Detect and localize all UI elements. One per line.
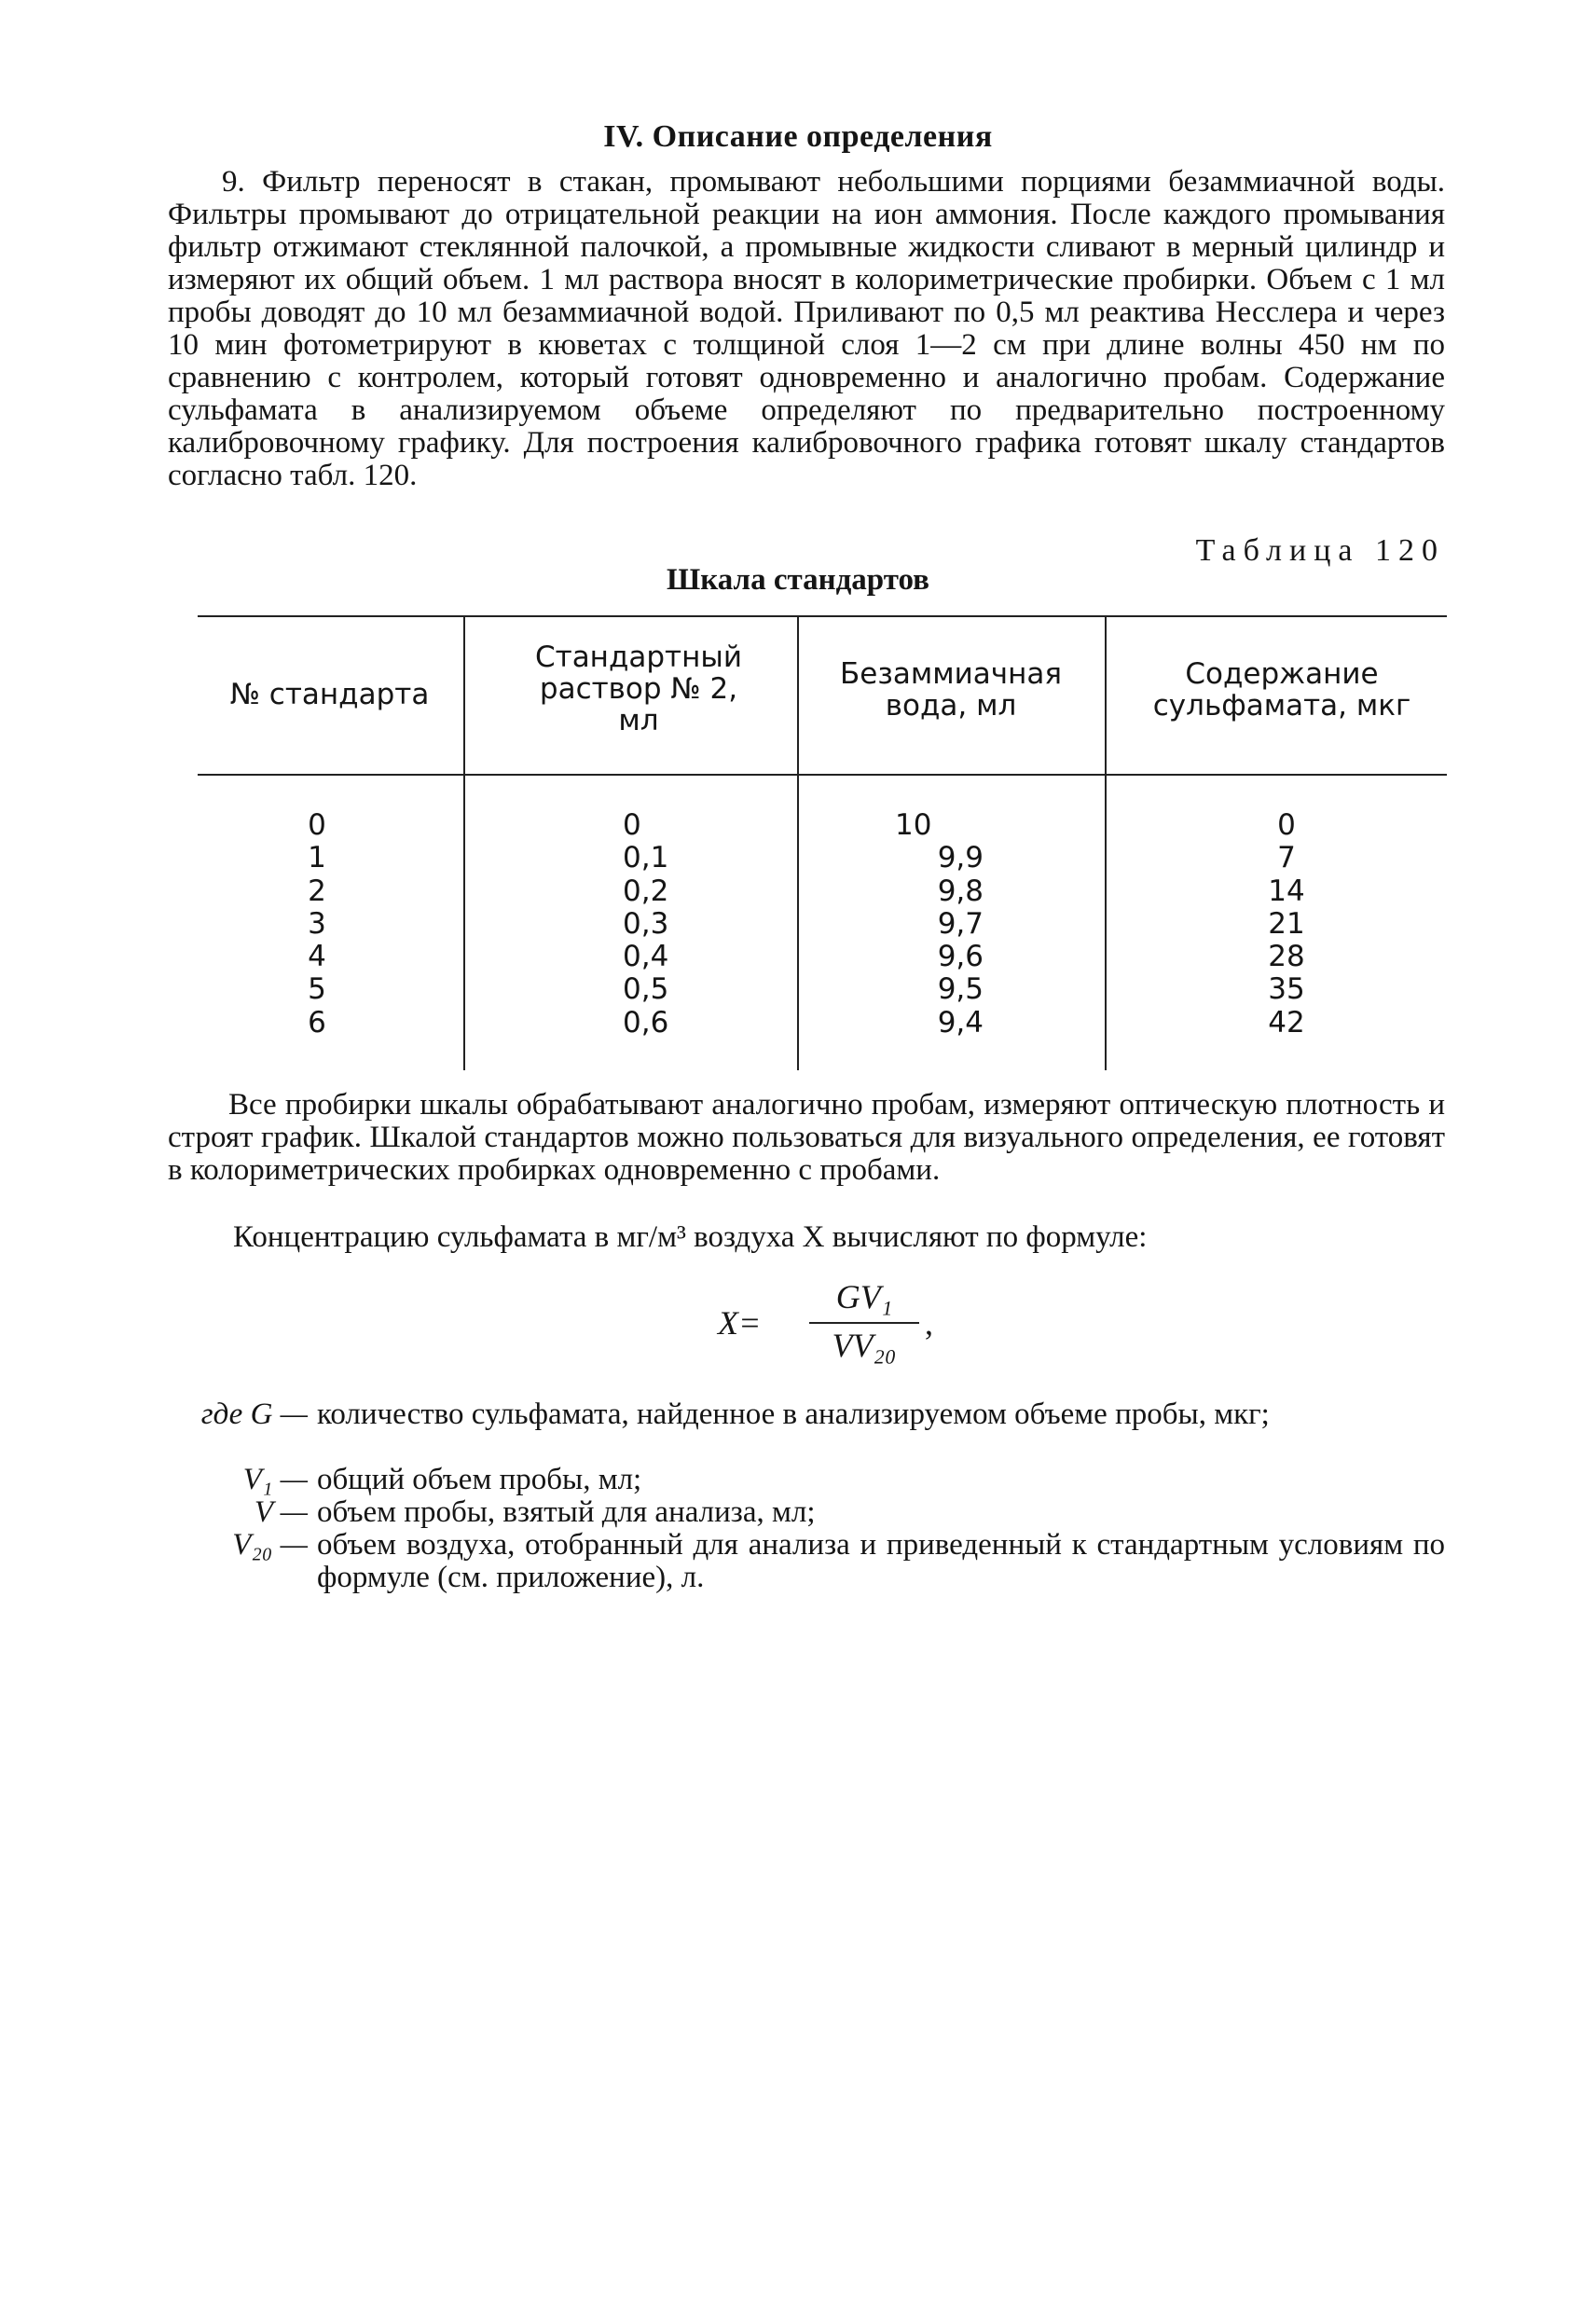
formula-comma: ,: [925, 1304, 933, 1342]
header-water-ml: Безаммиачная вода, мл: [840, 657, 1062, 723]
table-cell: 9,7: [937, 906, 984, 941]
column-divider: [1105, 617, 1107, 1070]
table-cell: 2: [308, 874, 326, 908]
formula-numerator: GV₁: [835, 1278, 893, 1315]
column-divider: [463, 617, 465, 1070]
legend-text: объем воздуха, отобранный для анализа и приведенный к стандартным условиям по формуле (см. приложение), л.: [317, 1528, 1445, 1594]
table-cell: 0: [308, 808, 326, 842]
table-header-rule: [198, 774, 1447, 776]
table-cell: 9,6: [937, 940, 984, 974]
paragraph-scale-usage: Все пробирки шкалы обрабатывают аналогично пробам, измеряют оптическую плотность и строят график. Шкалой стандартов можно пользоваться для визуального определения, ее готовят в колориметрических пробирках одновременно с пробами.: [168, 1088, 1445, 1187]
column-sulfamate-mkg: [1249, 809, 1324, 1039]
table-cell: 0,2: [623, 874, 669, 908]
table-cell: 21: [1268, 906, 1305, 941]
table-cell: 0,1: [623, 841, 669, 875]
column-standard-no: [280, 809, 354, 1039]
table-number: Таблица 120: [1195, 533, 1445, 568]
column-solution-ml: [623, 809, 716, 1039]
concentration-formula: [718, 1277, 998, 1380]
table-cell: 9,5: [937, 972, 984, 1007]
legend-symbol: где G —: [200, 1397, 308, 1431]
legend-symbol: V₁ —: [242, 1463, 308, 1496]
legend-text: количество сульфамата, найденное в анализируемом объеме пробы, мкг;: [317, 1397, 1270, 1431]
table-cell: 0,4: [623, 940, 669, 974]
table-cell: 0: [1277, 808, 1296, 842]
table-cell: 4: [308, 940, 326, 974]
table-top-rule: [198, 615, 1447, 617]
fraction-bar: [809, 1322, 919, 1324]
paragraph-formula-intro: Концентрацию сульфамата в мг/м³ воздуха X вычисляют по формуле:: [233, 1220, 1148, 1254]
table-cell: 6: [308, 1005, 326, 1039]
table-cell: 3: [308, 906, 326, 941]
header-sulfamate-mkg: Содержание сульфамата, мкг: [1152, 657, 1411, 723]
table-cell: 9,9: [937, 841, 984, 875]
column-water-ml: [895, 809, 984, 1039]
header-standard-no: № стандарта: [229, 678, 430, 711]
table-cell: 9,4: [937, 1005, 984, 1039]
table-cell: 5: [308, 972, 326, 1007]
table-cell: 10: [895, 808, 932, 842]
table-cell: 0: [623, 808, 641, 842]
table-cell: 14: [1268, 874, 1305, 908]
legend-symbol: V —: [254, 1495, 308, 1529]
table-cell: 28: [1268, 940, 1305, 974]
table-cell: 0,3: [623, 906, 669, 941]
table-cell: 42: [1268, 1005, 1305, 1039]
formula-lhs: X=: [718, 1304, 762, 1342]
table-cell: 9,8: [937, 874, 984, 908]
section-heading: IV. Описание определения: [603, 119, 993, 154]
column-divider: [797, 617, 799, 1070]
header-solution-ml: Стандартный раствор № 2, мл: [534, 640, 743, 737]
legend-text: общий объем пробы, мл;: [317, 1463, 642, 1496]
legend-text: объем пробы, взятый для анализа, мл;: [317, 1495, 816, 1529]
table-cell: 35: [1268, 972, 1305, 1007]
formula-denominator: VV₂₀: [832, 1327, 897, 1364]
paragraph-description: 9. Фильтр переносят в стакан, промывают небольшими порциями безаммиачной воды. Фильтры промывают до отрицательной реакции на ион аммония. После каждого промывания фильтр отжимают стеклянной палочкой, а промывные жидкости сливают в мерный цилиндр и измеряют их общий объем. 1 мл раствора вносят в колориметрические пробирки. Объем с 1 мл пробы доводят до 10 мл безаммиачной водой. Приливают по 0,5 мл реактива Несслера и через 10 мин фотометрируют в кюветах с толщиной слоя 1—2 см при длине волны 450 нм по сравнению с контролем, который готовят одновременно и аналогично пробам. Содержание сульфамата в анализируемом объеме определяют по предварительно построенному калибровочному графику. Для построения калибровочного графика готовят шкалу стандартов согласно табл. 120.: [168, 165, 1445, 492]
legend-symbol: V₂₀ —: [232, 1528, 308, 1562]
table-cell: 0,5: [623, 972, 669, 1007]
table-cell: 1: [308, 841, 326, 875]
table-cell: 0,6: [623, 1005, 669, 1039]
table-cell: 7: [1277, 841, 1296, 875]
table-caption: Шкала стандартов: [667, 563, 929, 597]
